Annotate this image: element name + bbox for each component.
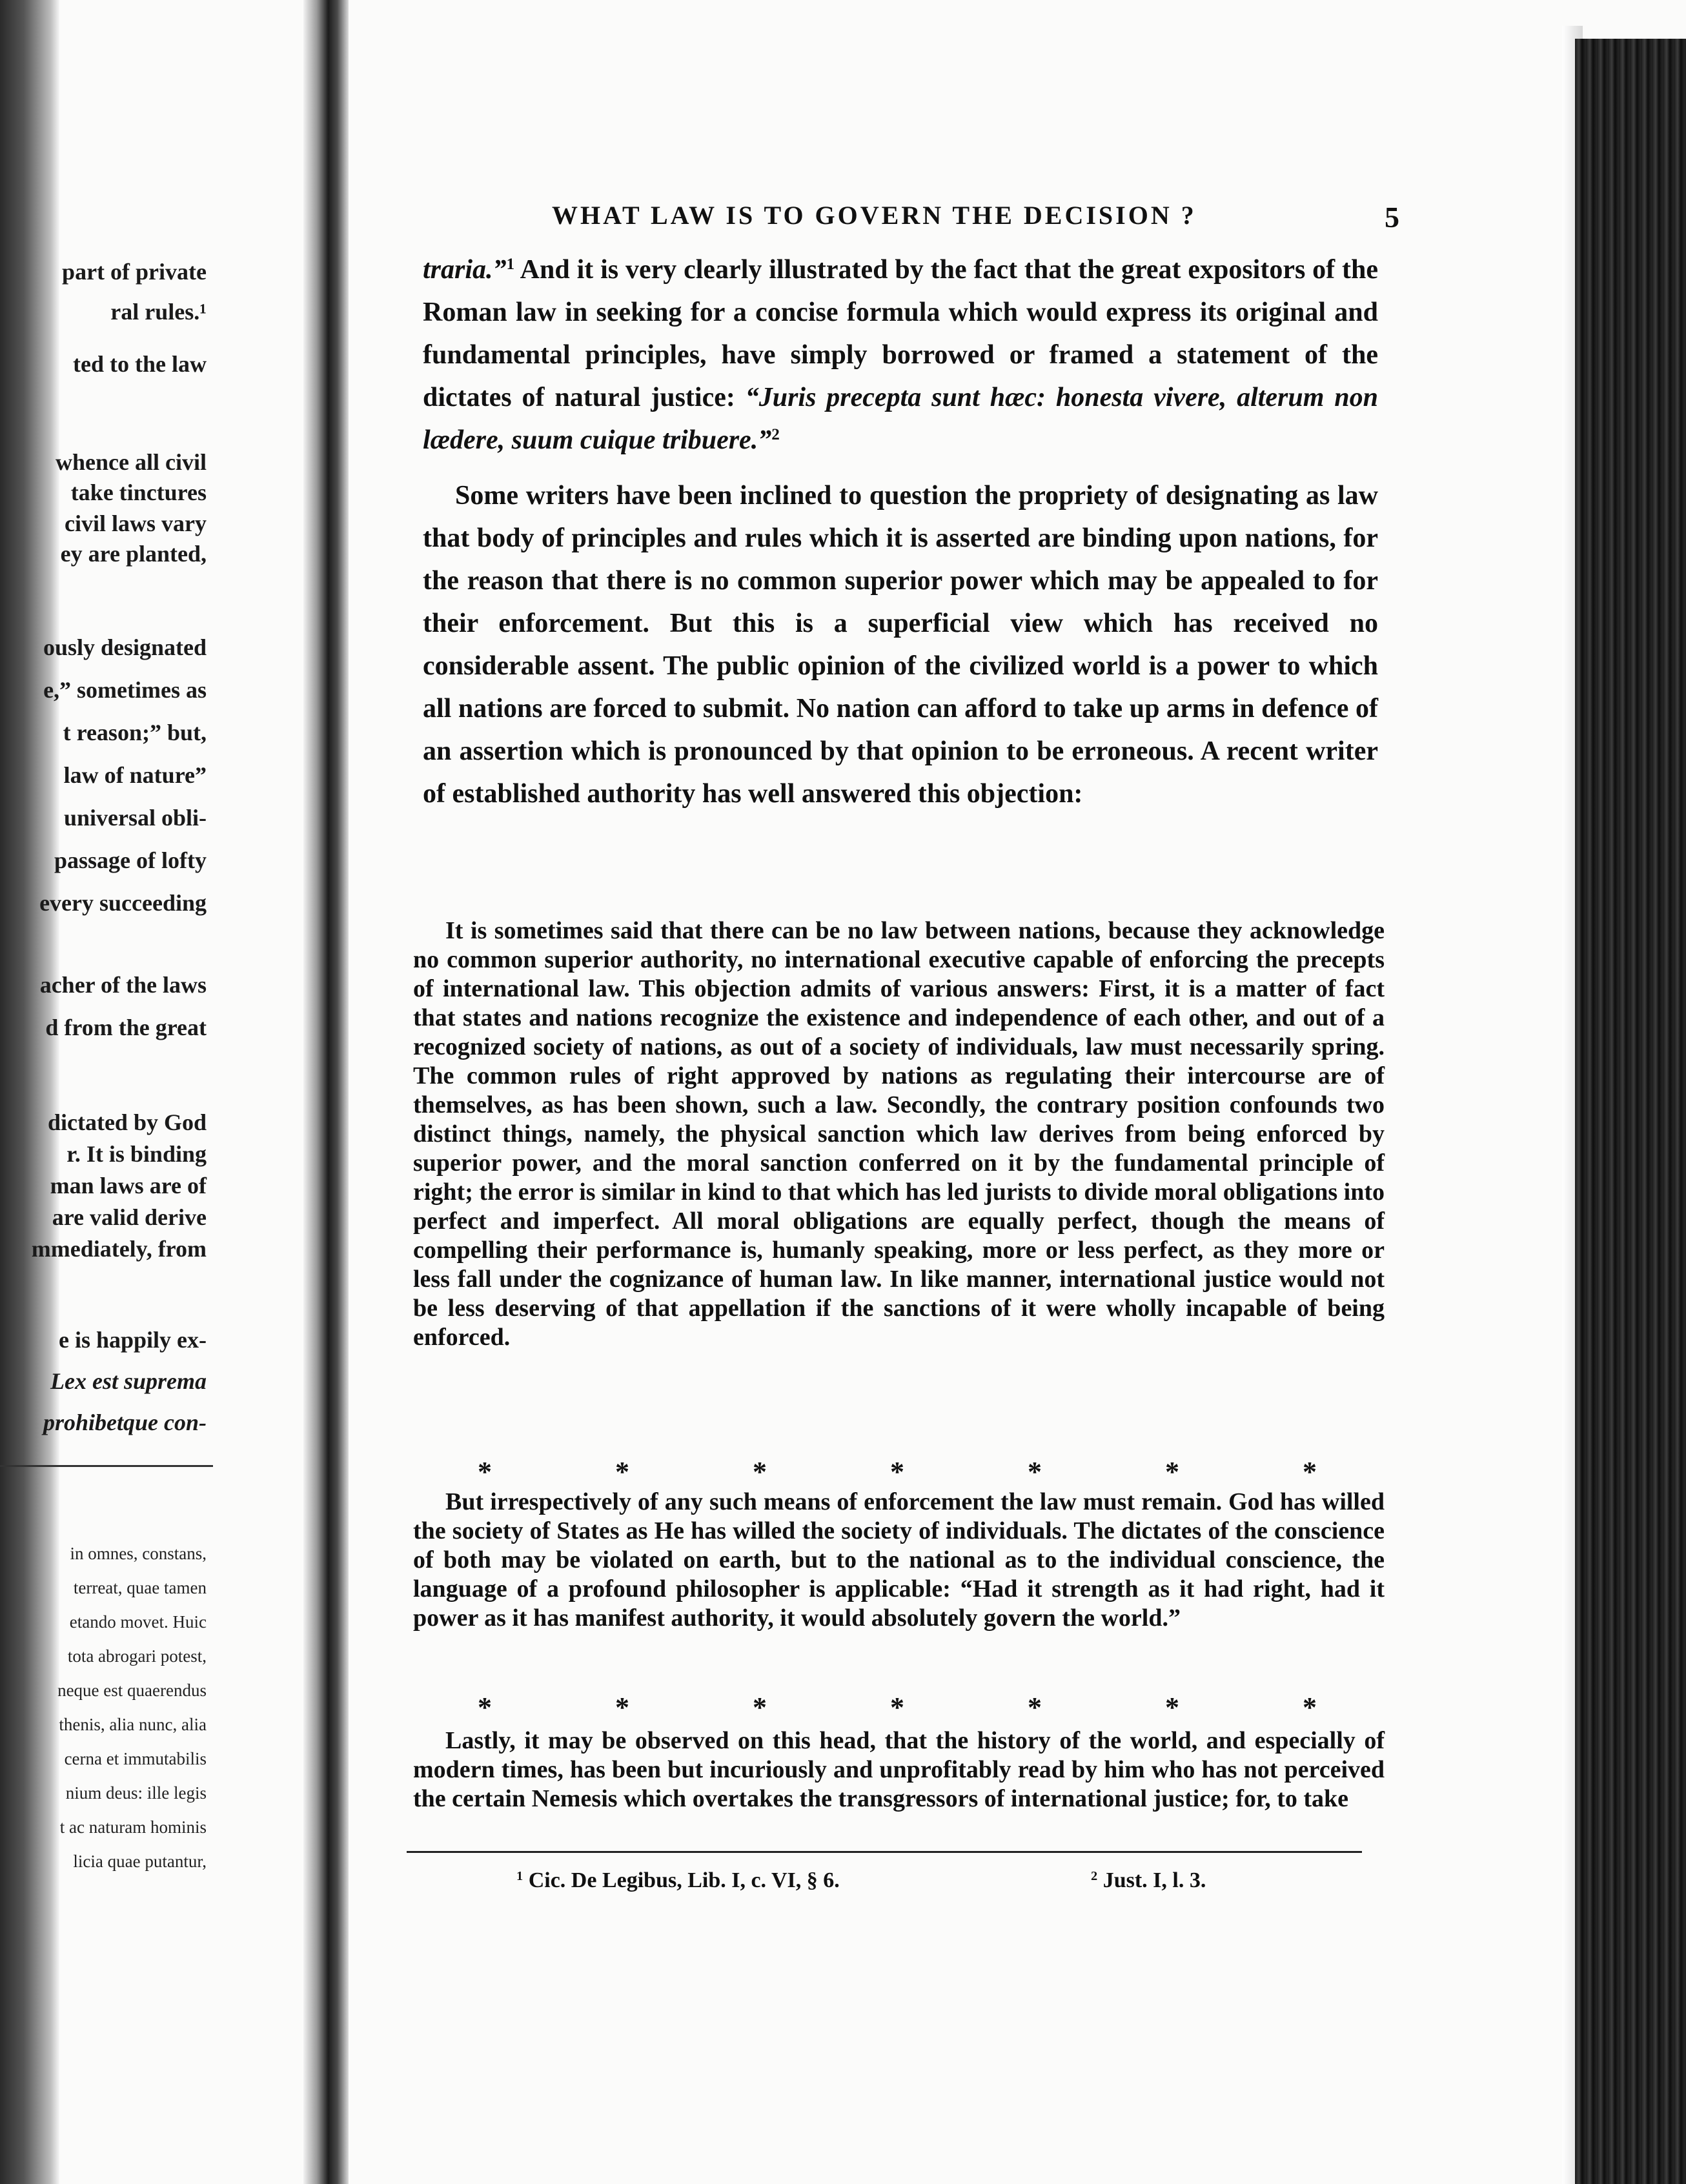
block-quotation: [413, 916, 1385, 1352]
paragraph-continuation: [423, 248, 1378, 461]
left-page-note-line: nium deus: ille legis: [65, 1783, 207, 1803]
block-quotation: [413, 1726, 1385, 1814]
star: *: [478, 1456, 492, 1488]
quotation-paragraph: But irrespectively of any such means of enforcement the law must remain. God has willed the society of States as He has willed the society of individuals. The dictates of the conscience of both may be violated on earth, but to the national as to the individual conscience, the language of a profound philosopher is applicable: “Had it strength as it had right, had it power as it has manifest authority, it would absolutely govern the world.”: [413, 1488, 1385, 1632]
footnote-text: Just. I, l. 3.: [1097, 1868, 1206, 1892]
left-page-line: take tinctures: [70, 480, 207, 505]
previous-page-fragment: [0, 0, 303, 2184]
left-page-line: d from the great: [45, 1015, 207, 1040]
left-page-note-line: terreat, quae tamen: [73, 1578, 207, 1597]
star: *: [478, 1692, 492, 1723]
left-page-line: acher of the laws: [39, 972, 207, 998]
left-page-line: e,” sometimes as: [43, 677, 207, 703]
star: *: [615, 1456, 629, 1488]
page-header: [552, 200, 1456, 239]
star: *: [753, 1456, 767, 1488]
left-page-line: ey are planted,: [60, 541, 207, 567]
star: *: [890, 1692, 904, 1723]
left-page-line: every succeeding: [39, 890, 207, 916]
running-head: WHAT LAW IS TO GOVERN THE DECISION ?: [552, 201, 1197, 230]
footnote-1: [516, 1868, 840, 1893]
star: *: [1165, 1456, 1179, 1488]
star: *: [1028, 1456, 1042, 1488]
footnote-ref: 1: [506, 256, 515, 274]
footnote-ref: 2: [771, 426, 780, 444]
star: *: [1303, 1692, 1317, 1723]
quotation-paragraph: It is sometimes said that there can be no law between nations, because they acknowledge no common superior authority, no international executive capable of enforcing the precepts of international law. This objection admits of various answers: First, it is a matter of fact that states and nations recognize the existence and independence of each other, and out of a recognized society of nations, as out of a society of individuals, law must necessarily spring. The common rules of right approved by nations as regulating their intercourse are of themselves, as has been shown, such a law. Secondly, the contrary position confounds two distinct things, namely, the physical sanction which law derives from being enforced by superior power, and the moral sanction conferred on it by the fundamental principle of right; the error is similar in kind to that which has led jurists to divide moral obligations into perfect and imperfect. All moral obligations are equally perfect, though the means of compelling their performance is, humanly speaking, more or less perfect, as they more or less fall under the cognizance of human law. In like manner, international justice would not be less deserving of that appellation if the sanctions of it were wholly incapable of being enforced.: [413, 917, 1385, 1351]
left-page-note-line: in omnes, constans,: [70, 1544, 207, 1563]
left-page-line: ously designated: [43, 634, 207, 660]
left-page-footnote-rule: [0, 1465, 213, 1467]
left-page-note-line: licia quae putantur,: [73, 1852, 207, 1871]
left-page-note-line: tota abrogari potest,: [67, 1646, 207, 1666]
left-page-line: mmediately, from: [31, 1236, 207, 1262]
star: *: [753, 1692, 767, 1723]
left-page-line: passage of lofty: [54, 847, 207, 873]
footnote-text: Cic. De Legibus, Lib. I, c. VI, § 6.: [523, 1868, 840, 1892]
left-page-line: dictated by God: [47, 1109, 207, 1135]
star: *: [615, 1692, 629, 1723]
ellipsis-stars: [478, 1455, 1317, 1488]
left-page-note-line: neque est quaerendus: [57, 1681, 207, 1700]
footnotes: [516, 1868, 1356, 1901]
left-page-line: whence all civil: [56, 449, 207, 475]
paragraph: Some writers have been inclined to question the propriety of designating as law that body of principles and rules which it is asserted are binding upon nations, for the reason that there is no common superior power which may be appealed to for their enforcement. But this is a superficial view which has received no considerable assent. The public opinion of the civilized world is a power to which all nations are forced to submit. No nation can afford to take up arms in defence of an assertion which is pronounced by that opinion to be erroneous. A recent writer of established authority has well answered this objection:: [423, 481, 1378, 809]
left-page-line: prohibetque con-: [43, 1410, 207, 1435]
left-page-line: are valid derive: [52, 1204, 207, 1230]
left-page-line: Lex est suprema: [50, 1368, 207, 1394]
binding-gutter: [303, 0, 349, 2184]
footnote-mark: 1: [516, 1868, 523, 1883]
star: *: [1028, 1692, 1042, 1723]
latin-quotation: “Juris precepta sunt hæc: honesta vivere, alterum non lædere, suum cuique tribuere.”: [423, 383, 1378, 455]
quotation-paragraph: Lastly, it may be observed on this head, that the history of the world, and especially of modern times, has been but incuriously and unprofitably read by him who has not perceived the certain Nemesis which overtakes the transgressors of international justice; for, to take: [413, 1727, 1385, 1812]
footnote-rule: [407, 1851, 1362, 1853]
latin-fragment: traria.”: [423, 255, 507, 285]
block-quotation: [413, 1488, 1385, 1633]
star: *: [1303, 1456, 1317, 1488]
page-stack-edge: [1575, 39, 1686, 2184]
left-page-note-line: cerna et immutabilis: [64, 1749, 207, 1768]
page-number: 5: [1385, 201, 1399, 234]
ellipsis-stars: [478, 1691, 1317, 1723]
left-page-line: r. It is binding: [66, 1141, 207, 1167]
paragraph-text: And it is very clearly illustrated by the fact that the great expositors of the Roman law in seeking for a concise formula which would express its original and fundamental principles, have simply borrowed or framed a statement of the dictates of natural justice:: [423, 255, 1378, 412]
left-page-line: man laws are of: [50, 1173, 207, 1198]
left-page-line: e is happily ex-: [58, 1327, 207, 1353]
left-page-line: part of private: [62, 259, 207, 285]
left-page-line: universal obli-: [63, 805, 207, 831]
left-page-line: t reason;” but,: [63, 720, 207, 745]
left-page-line: ral rules.¹: [110, 299, 207, 325]
left-page-line: civil laws vary: [65, 511, 207, 536]
star: *: [1165, 1692, 1179, 1723]
footnote-2: [1091, 1868, 1206, 1893]
body-text: [423, 248, 1378, 815]
left-page-note-line: etando movet. Huic: [69, 1612, 207, 1632]
left-page-line: ted to the law: [73, 351, 207, 377]
star: *: [890, 1456, 904, 1488]
left-page-line: law of nature”: [63, 762, 207, 788]
left-page-note-line: thenis, alia nunc, alia: [59, 1715, 207, 1734]
left-page-note-line: t ac naturam hominis: [59, 1817, 207, 1837]
footnote-mark: 2: [1091, 1868, 1098, 1883]
